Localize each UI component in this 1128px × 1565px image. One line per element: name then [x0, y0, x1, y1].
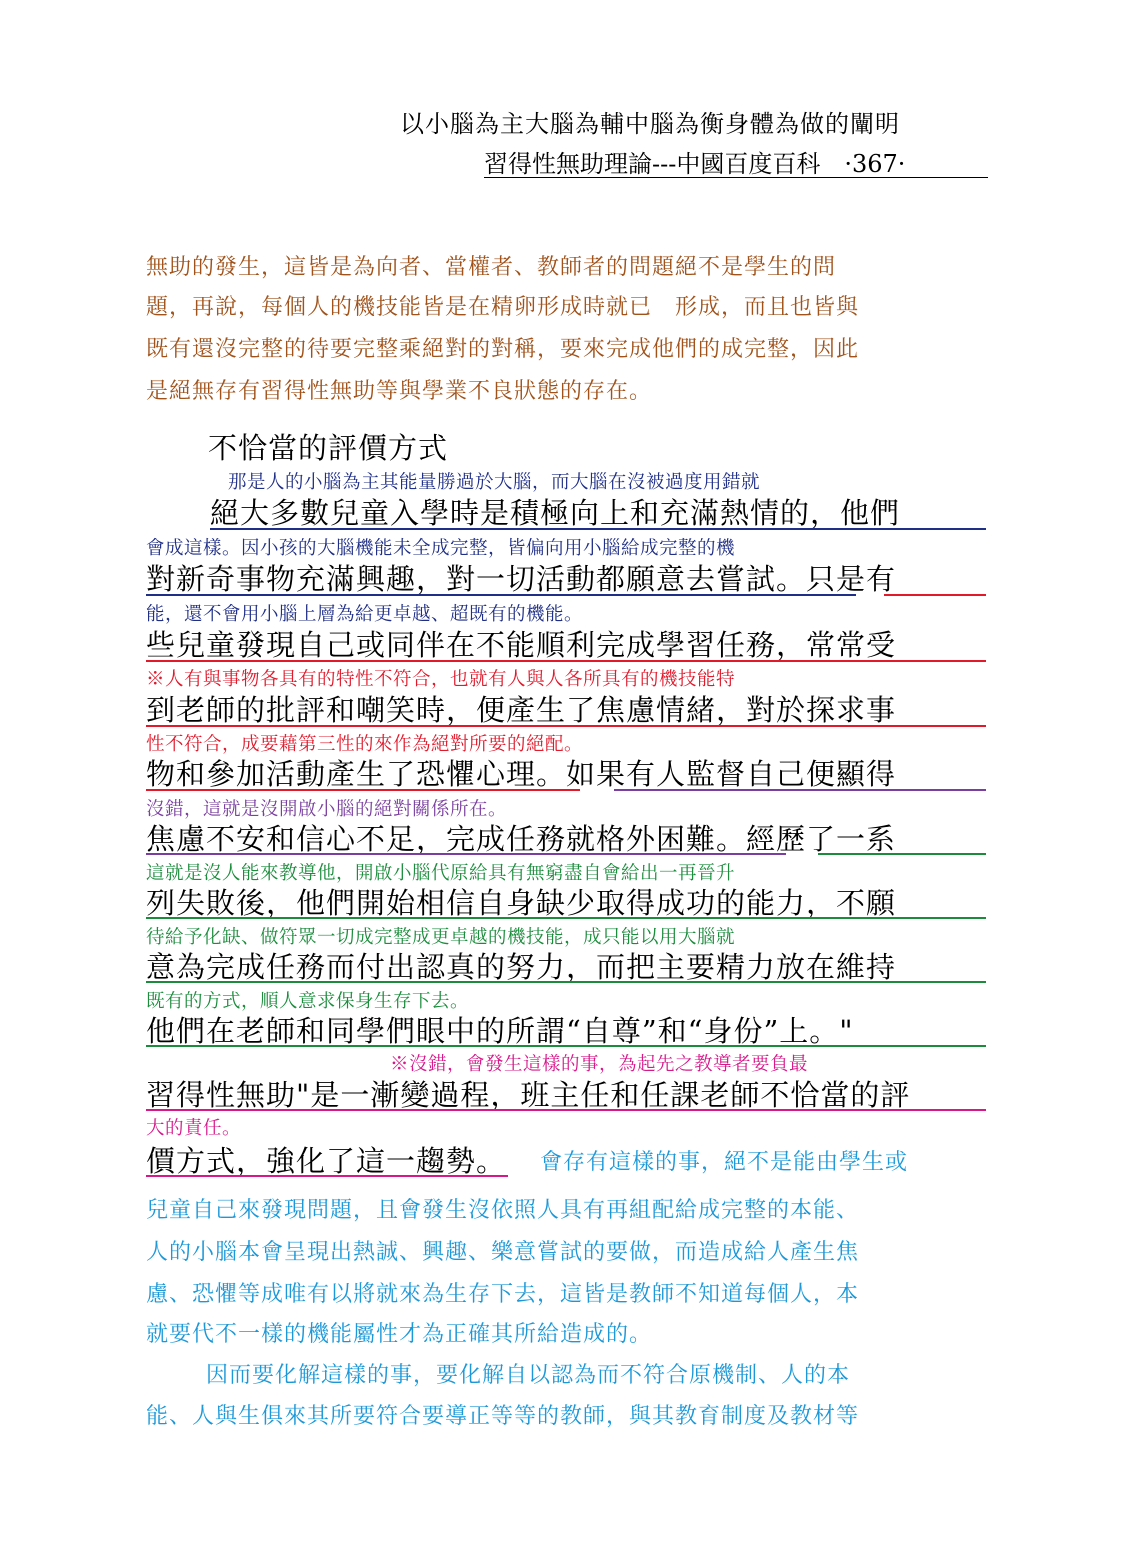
underline-rule	[146, 1045, 986, 1047]
quote-line: 意為完成任務而付出認真的努力，而把主要精力放在維持	[146, 950, 897, 984]
underline-rule	[818, 853, 986, 855]
comment-line: 兒童自己來發現問題，且會發生沒依照人具有再組配給成完整的本能、	[146, 1198, 860, 1223]
annotation-note: 待給予化缺、做符眾一切成完整成更卓越的機技能，成只能以用大腦就	[146, 927, 736, 948]
annotation-note: 能，還不會用小腦上層為給更卓越、超既有的機能。	[146, 604, 584, 625]
running-header-subtitle: 習得性無助理論---中國百度百科 ·367·	[484, 150, 906, 178]
intro-line: 題，再說，每個人的機技能皆是在精卵形成時就已 形成，而且也皆與	[146, 295, 860, 320]
comment-line: 人的小腦本會呈現出熱誠、興趣、樂意嘗試的要做，而造成給人產生焦	[146, 1240, 860, 1265]
annotation-note: 那是人的小腦為主其能量勝過於大腦，而大腦在沒被過度用錯就	[228, 472, 761, 493]
underline-rule	[884, 594, 986, 596]
annotation-note: 性不符合，成要藉第三性的來作為絕對所要的絕配。	[146, 734, 584, 755]
underline-rule	[146, 1175, 508, 1177]
underline-rule	[146, 981, 986, 983]
comment-line: 慮、恐懼等成唯有以將就來為生存下去，這皆是教師不知道每個人，本	[146, 1282, 860, 1307]
annotation-note: 會成這樣。因小孩的大腦機能未全成完整，皆偏向用小腦給成完整的機	[146, 538, 736, 559]
annotation-note: 這就是沒人能來教導他，開啟小腦代原給具有無窮盡自會給出一再晉升	[146, 863, 736, 884]
quote-line: 物和參加活動產生了恐懼心理。如果有人監督自己便顯得	[146, 757, 897, 791]
underline-rule	[210, 528, 986, 530]
annotation-note: 大的責任。	[146, 1118, 242, 1139]
comment-line: 就要代不一樣的機能屬性才為正確其所給造成的。	[146, 1322, 653, 1347]
quote-line: 價方式，強化了這一趨勢。	[146, 1144, 507, 1178]
intro-line: 既有還沒完整的待要完整乘絕對的對稱，要來完成他們的成完整，因此	[146, 337, 860, 362]
intro-line: 無助的發生，這皆是為向者、當權者、教師者的問題絕不是學生的問	[146, 255, 837, 280]
intro-line: 是絕無存有習得性無助等與學業不良狀態的存在。	[146, 379, 653, 404]
quote-line: 習得性無助"是一漸變過程，班主任和任課老師不恰當的評	[146, 1078, 911, 1112]
quote-line: 焦慮不安和信心不足，完成任務就格外困難。經歷了一系	[146, 822, 897, 856]
underline-rule	[146, 789, 580, 791]
quote-line: 對新奇事物充滿興趣，對一切活動都願意去嘗試。只是有	[146, 562, 897, 596]
quote-line: 他們在老師和同學們眼中的所謂“自尊”和“身份”上。"	[146, 1014, 854, 1048]
underline-rule	[146, 660, 986, 662]
comment-line: 因而要化解這樣的事，要化解自以認為而不符合原機制、人的本	[206, 1363, 851, 1388]
underline-rule	[146, 725, 986, 727]
annotation-note: 沒錯，這就是沒開啟小腦的絕對關係所在。	[146, 799, 508, 820]
quote-line: 些兒童發現自己或同伴在不能順利完成學習任務，常常受	[146, 628, 897, 662]
comment-line: 能、人與生俱來其所要符合要導正等等的教師，與其教育制度及教材等	[146, 1404, 860, 1429]
header-rule	[484, 177, 988, 178]
quote-line: 絕大多數兒童入學時是積極向上和充滿熱情的，他們	[210, 496, 901, 530]
annotation-note: 既有的方式，順人意求保身生存下去。	[146, 991, 470, 1012]
underline-rule	[146, 594, 856, 596]
underline-rule	[146, 917, 986, 919]
quote-line: 列失敗後，他們開始相信自身缺少取得成功的能力，不願	[146, 886, 897, 920]
section-heading: 不恰當的評價方式	[208, 431, 449, 465]
underline-rule	[146, 853, 786, 855]
annotation-note: ※人有與事物各具有的特性不符合，也就有人與人各所具有的機技能特	[146, 669, 736, 690]
annotation-note: ※沒錯，會發生這樣的事，為起先之教導者要負最	[390, 1054, 809, 1075]
comment-line: 會存有這樣的事，絕不是能由學生或	[540, 1150, 909, 1175]
running-header-title: 以小腦為主大腦為輔中腦為衡身體為做的闡明	[400, 110, 900, 138]
underline-rule	[614, 789, 986, 791]
underline-rule	[146, 1109, 986, 1111]
quote-line: 到老師的批評和嘲笑時，便產生了焦慮情緒，對於探求事	[146, 693, 897, 727]
